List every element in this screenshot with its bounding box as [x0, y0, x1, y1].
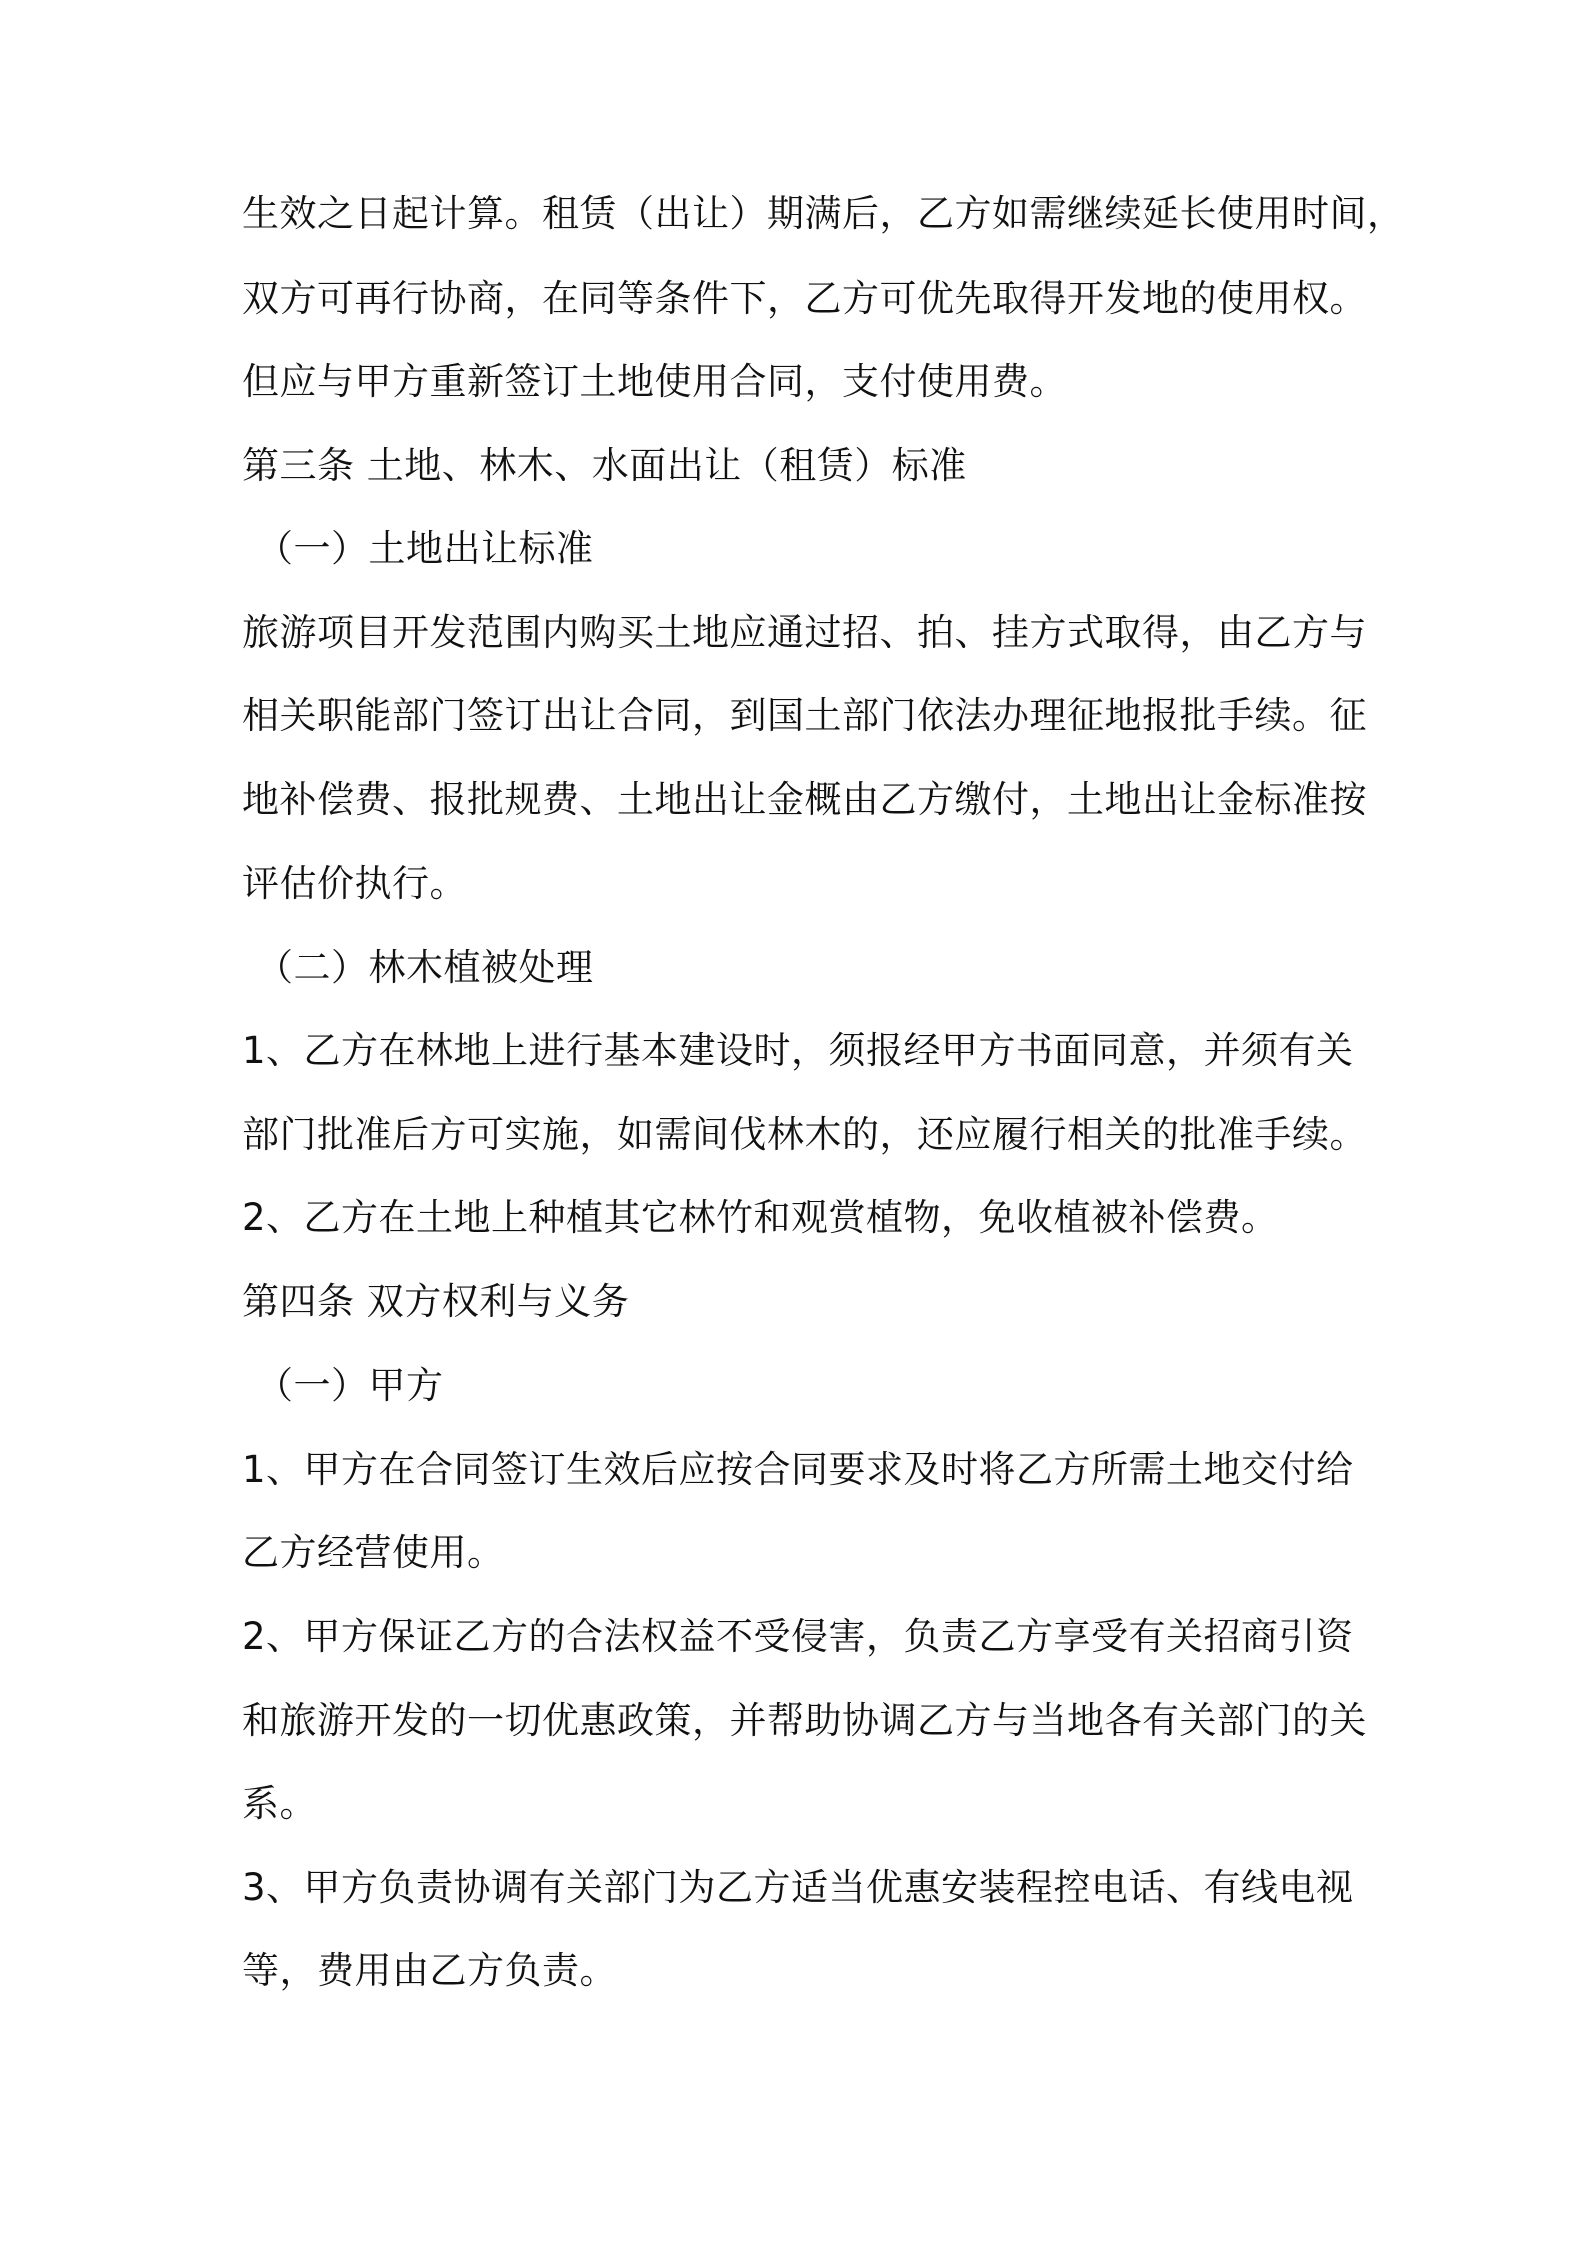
text-line: 2、乙方在土地上种植其它林竹和观赏植物，免收植被补偿费。	[242, 1196, 1279, 1239]
text-line: 1、甲方在合同签订生效后应按合同要求及时将乙方所需土地交付给	[242, 1448, 1354, 1491]
text-line: 3、甲方负责协调有关部门为乙方适当优惠安装程控电话、有线电视	[242, 1866, 1354, 1909]
text-line: 生效之日起计算。租赁（出让）期满后，乙方如需继续延长使用时间，	[242, 192, 1405, 235]
text-line: 双方可再行协商，在同等条件下，乙方可优先取得开发地的使用权。	[242, 277, 1367, 320]
text-line: 相关职能部门签订出让合同，到国土部门依法办理征地报批手续。征	[242, 694, 1367, 737]
section-heading: 第三条 土地、林木、水面出让（租赁）标准	[242, 444, 967, 487]
text-line: 等，费用由乙方负责。	[242, 1949, 617, 1992]
text-line: 旅游项目开发范围内购买土地应通过招、拍、挂方式取得，由乙方与	[242, 611, 1367, 654]
text-line: 和旅游开发的一切优惠政策，并帮助协调乙方与当地各有关部门的关	[242, 1699, 1367, 1742]
text-line: 系。	[242, 1782, 317, 1825]
text-line: 部门批准后方可实施，如需间伐林木的，还应履行相关的批准手续。	[242, 1113, 1367, 1156]
subsection-heading: （二）林木植被处理	[256, 946, 594, 989]
text-line: 乙方经营使用。	[242, 1531, 505, 1574]
section-heading: 第四条 双方权利与义务	[242, 1280, 630, 1323]
text-line: 1、乙方在林地上进行基本建设时，须报经甲方书面同意，并须有关	[242, 1029, 1354, 1072]
text-line: 评估价执行。	[242, 862, 467, 905]
subsection-heading: （一）甲方	[256, 1364, 444, 1407]
text-line: 地补偿费、报批规费、土地出让金概由乙方缴付，土地出让金标准按	[242, 778, 1367, 821]
text-line: 但应与甲方重新签订土地使用合同，支付使用费。	[242, 360, 1067, 403]
subsection-heading: （一）土地出让标准	[256, 527, 594, 570]
text-line: 2、甲方保证乙方的合法权益不受侵害，负责乙方享受有关招商引资	[242, 1615, 1354, 1658]
